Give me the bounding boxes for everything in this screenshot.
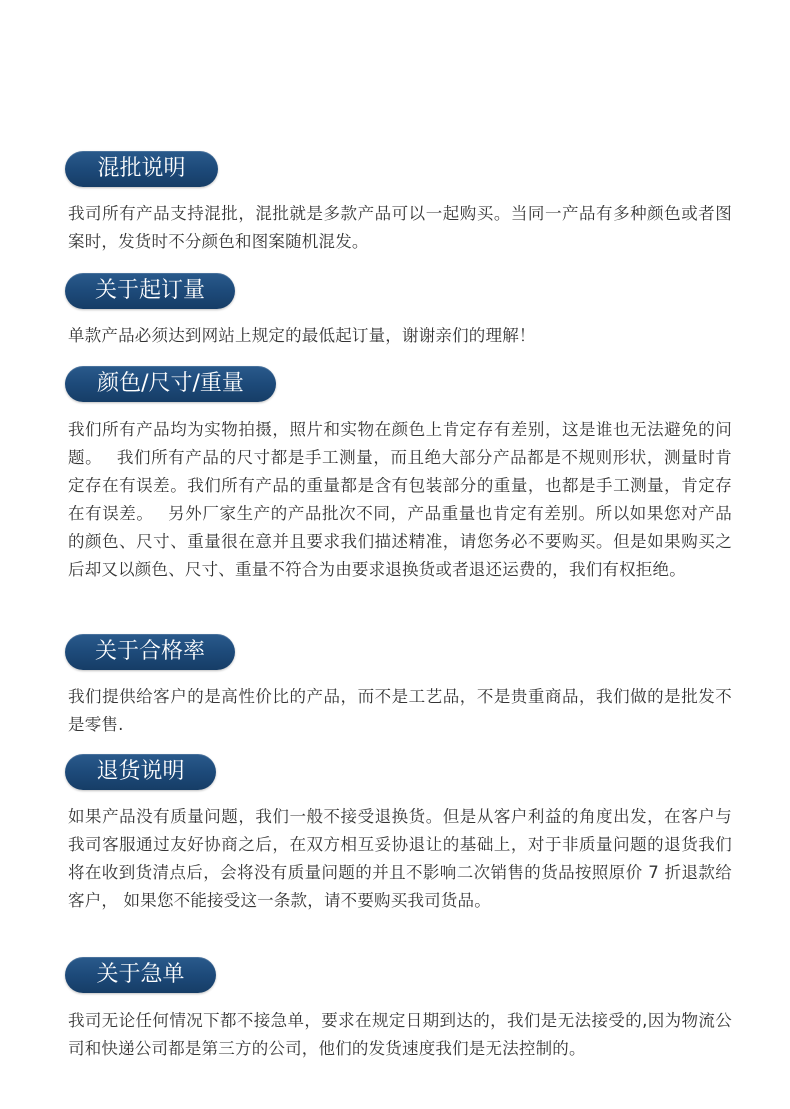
section-title-return-policy: 退货说明 xyxy=(65,754,216,790)
section-body-urgent-order: 我司无论任何情况下都不接急单，要求在规定日期到达的，我们是无法接受的,因为物流公司和快递公司都是第三方的公司，他们的发货速度我们是无法控制的。 xyxy=(68,1011,732,1058)
section-title-color-size-weight: 颜色/尺寸/重量 xyxy=(65,366,276,402)
section-title-urgent-order: 关于急单 xyxy=(65,957,216,993)
section-body-pass-rate: 我们提供给客户的是高性价比的产品，而不是工艺品，不是贵重商品，我们做的是批发不是零售. xyxy=(68,687,732,734)
section-body-mixed-batch: 我司所有产品支持混批，混批就是多款产品可以一起购买。当同一产品有多种颜色或者图案时，发货时不分颜色和图案随机混发。 xyxy=(68,204,732,251)
section-body-color-size-weight: 我们所有产品均为实物拍摄，照片和实物在颜色上肯定存有差别，这是谁也无法避免的问题。 我们所有产品的尺寸都是手工测量，而且绝大部分产品都是不规则形状，测量时肯定存在有误差。我们所有产品的重量都是含有包装部分的重量，也都是手工测量，肯定存在有误差。 另外厂家生产的产品批次不同，产品重量也肯定有差别。所以如果您对产品的颜色、尺寸、重量很在意并且要求我们描述精准，请您务必不要购买。但是如果购买之后却又以颜色、尺寸、重量不符合为由要求退换货或者退还运费的，我们有权拒绝。 xyxy=(68,420,732,579)
section-title-pass-rate: 关于合格率 xyxy=(65,634,235,670)
section-body-minimum-order: 单款产品必须达到网站上规定的最低起订量，谢谢亲们的理解！ xyxy=(68,326,536,345)
section-body-return-policy: 如果产品没有质量问题，我们一般不接受退换货。但是从客户利益的角度出发，在客户与我司客服通过友好协商之后，在双方相互妥协退让的基础上，对于非质量问题的退货我们将在收到货清点后，会将没有质量问题的并且不影响二次销售的货品按照原价 7 折退款给客户， 如果您不能接受这一条款，请不要购买我司货品。 xyxy=(68,807,732,910)
section-title-mixed-batch: 混批说明 xyxy=(65,151,218,187)
section-title-minimum-order: 关于起订量 xyxy=(65,273,235,309)
